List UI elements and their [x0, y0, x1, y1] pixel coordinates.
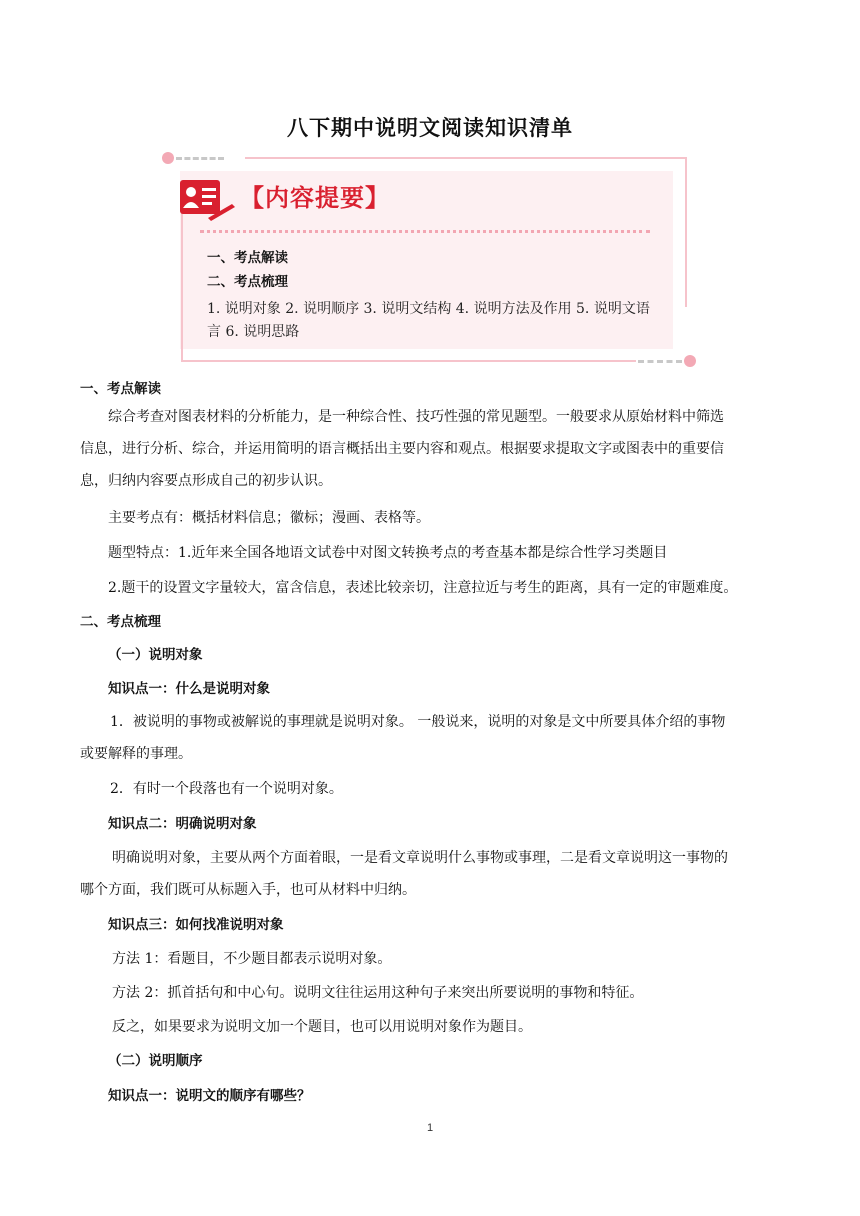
presentation-icon — [178, 176, 238, 224]
method-1: 方法 1：看题目，不少题目都表示说明对象。 — [112, 951, 392, 967]
section-1-heading: 一、考点解读 — [80, 381, 161, 397]
knowledge-point-3: 知识点三：如何找准说明对象 — [108, 917, 284, 933]
summary-header: 【内容提要】 — [240, 184, 390, 212]
sec1-para-1-line-3: 息，归纳内容要点形成自己的初步认识。 — [80, 473, 332, 489]
sec1-para-4: 2.题干的设置文字量较大，富含信息，表述比较亲切，注意拉近与考生的距离，具有一定的审题难度。 — [108, 580, 738, 596]
frame-dash-bottom — [638, 360, 682, 363]
sec1-para-1-line-1: 综合考查对图表材料的分析能力，是一种综合性、技巧性强的常见题型。一般要求从原始材料中筛选 — [108, 409, 724, 425]
subsection-1-heading: （一）说明对象 — [108, 647, 203, 663]
kp1-para-1-line-2: 或要解释的事理。 — [80, 746, 192, 762]
knowledge-point-1: 知识点一：什么是说明对象 — [108, 681, 270, 697]
kp2-para-line-1: 明确说明对象，主要从两个方面着眼，一是看文章说明什么事物或事理，二是看文章说明这一事物的 — [112, 850, 728, 866]
kp2-para-line-2: 哪个方面，我们既可从标题入手，也可从材料中归纳。 — [80, 882, 416, 898]
page-number: 1 — [426, 1122, 434, 1134]
summary-item-1: 一、考点解读 — [207, 250, 288, 266]
method-note: 反之，如果要求为说明文加一个题目，也可以用说明对象作为题目。 — [112, 1019, 532, 1035]
sec1-para-3: 题型特点：1.近年来全国各地语文试卷中对图文转换考点的考查基本都是综合性学习类题目 — [108, 545, 668, 561]
subsection-2-heading: （二）说明顺序 — [108, 1053, 203, 1069]
page-title: 八下期中说明文阅读知识清单 — [287, 116, 573, 140]
frame-dot-bottom — [684, 355, 696, 367]
summary-item-2: 二、考点梳理 — [207, 274, 288, 290]
summary-divider — [200, 230, 650, 233]
method-2: 方法 2：抓首括句和中心句。说明文往往运用这种句子来突出所要说明的事物和特征。 — [112, 985, 644, 1001]
frame-dash-top — [176, 157, 224, 160]
sec1-para-2: 主要考点有：概括材料信息；徽标；漫画、表格等。 — [108, 510, 430, 526]
knowledge-point-2: 知识点二：明确说明对象 — [108, 816, 257, 832]
frame-dot-top — [162, 152, 174, 164]
knowledge-point-4: 知识点一：说明文的顺序有哪些？ — [108, 1088, 311, 1104]
sec1-para-1-line-2: 信息，进行分析、综合，并运用简明的语言概括出主要内容和观点。根据要求提取文字或图表中的重要信 — [80, 441, 724, 457]
kp1-para-1-line-1: 1．被说明的事物或被解说的事理就是说明对象。 一般说来，说明的对象是文中所要具体介绍的事物 — [110, 714, 726, 730]
summary-list: 1. 说明对象 2. 说明顺序 3. 说明文结构 4. 说明方法及作用 5. 说明文语言 6. 说明思路 — [207, 301, 650, 340]
kp1-para-2: 2．有时一个段落也有一个说明对象。 — [110, 781, 343, 797]
section-2-heading: 二、考点梳理 — [80, 614, 161, 630]
